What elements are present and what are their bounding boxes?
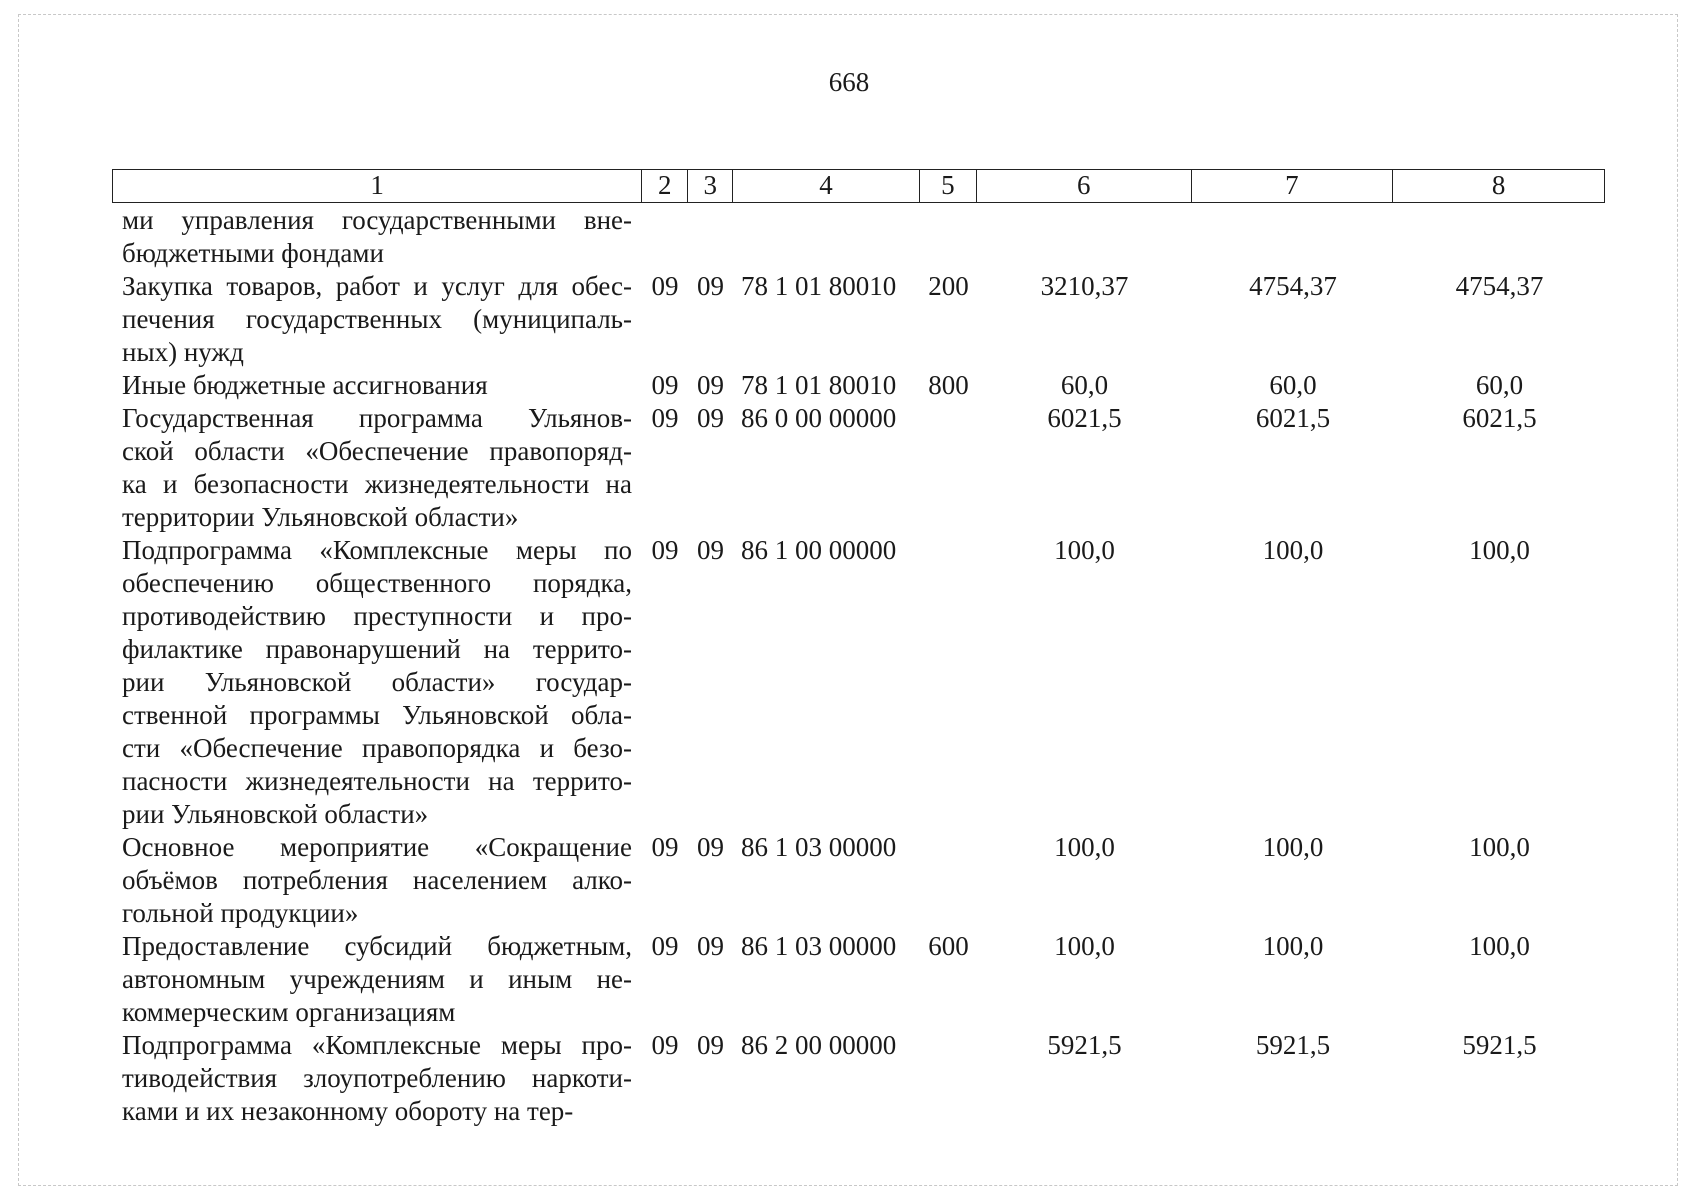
row-amount-col-7: 100,0 — [1262, 535, 1324, 565]
table-row — [112, 534, 1605, 831]
table-row — [112, 369, 1605, 402]
header-col-4: 4 — [733, 170, 920, 202]
header-col-3: 3 — [688, 170, 733, 202]
table-row — [112, 270, 1605, 369]
row-amount-col-6: 60,0 — [1060, 370, 1109, 400]
row-section: 09 — [651, 832, 679, 862]
row-name-line: Основное мероприятие «Сокращение — [122, 832, 632, 862]
row-target-code: 86 1 00 00000 — [741, 535, 897, 565]
table-row — [112, 930, 1605, 1029]
row-name-line: ка и безопасности жизнедеятельности на — [122, 469, 632, 499]
row-name-line: печения государственных (муниципаль- — [122, 304, 632, 334]
row-name-line: Государственная программа Ульянов- — [122, 403, 632, 433]
row-subsection: 09 — [697, 403, 724, 433]
row-name — [112, 402, 642, 534]
row-expense-type: 200 — [928, 271, 969, 301]
header-col-7: 7 — [1192, 170, 1394, 202]
row-expense-type: 800 — [928, 370, 969, 400]
row-expense-type: 600 — [928, 931, 969, 961]
header-col-2: 2 — [642, 170, 688, 202]
row-name — [112, 831, 642, 930]
row-amount-col-7: 100,0 — [1262, 931, 1324, 961]
row-section: 09 — [651, 403, 679, 433]
row-amount-col-7: 6021,5 — [1255, 403, 1331, 433]
row-name-line: бюджетными фондами — [122, 238, 384, 268]
row-name — [112, 204, 642, 270]
row-amount-col-6: 6021,5 — [1047, 403, 1122, 433]
row-name-line: обеспечению общественного порядка, — [122, 568, 632, 598]
table-row — [112, 204, 1605, 270]
row-name-line: сти «Обеспечение правопорядка и безо- — [122, 733, 632, 763]
row-name-line: противодействию преступности и про- — [122, 601, 632, 631]
row-name-line: ных) нужд — [122, 337, 244, 367]
row-name-line: тиводействия злоупотреблению наркоти- — [122, 1063, 632, 1093]
row-name-line: Предоставление субсидий бюджетным, — [122, 931, 632, 961]
row-section: 09 — [651, 931, 679, 961]
row-target-code: 86 0 00 00000 — [741, 403, 897, 433]
page-number: 668 — [828, 67, 870, 97]
row-subsection: 09 — [697, 832, 724, 862]
row-name-line: ской области «Обеспечение правопоряд- — [122, 436, 632, 466]
row-name-line: Иные бюджетные ассигнования — [122, 370, 488, 400]
row-name-line: пасности жизнедеятельности на террито- — [122, 766, 632, 796]
row-target-code: 78 1 01 80010 — [741, 370, 897, 400]
table-body — [112, 204, 1605, 1128]
row-name-line: объёмов потребления населением алко- — [122, 865, 632, 895]
row-name-line: рии Ульяновской области» — [122, 799, 429, 829]
row-amount-col-7: 60,0 — [1269, 370, 1317, 400]
row-amount-col-8: 4754,37 — [1455, 271, 1544, 301]
row-name — [112, 369, 642, 402]
row-section: 09 — [651, 535, 679, 565]
row-amount-col-7: 100,0 — [1262, 832, 1324, 862]
row-amount-col-6: 5921,5 — [1047, 1030, 1122, 1060]
row-name-line: Подпрограмма «Комплексные меры про- — [122, 1030, 632, 1060]
row-subsection: 09 — [697, 535, 724, 565]
row-section: 09 — [651, 1030, 679, 1060]
row-subsection: 09 — [697, 1030, 724, 1060]
table-row — [112, 1029, 1605, 1128]
row-section: 09 — [651, 271, 679, 301]
row-amount-col-6: 100,0 — [1054, 931, 1115, 961]
row-target-code: 86 1 03 00000 — [741, 832, 897, 862]
row-target-code: 86 1 03 00000 — [741, 931, 897, 961]
row-name-line: коммерческим организациям — [122, 997, 456, 1027]
row-name-line: ками и их незаконному обороту на тер- — [122, 1096, 574, 1126]
table-header — [112, 169, 1605, 203]
row-amount-col-6: 100,0 — [1054, 535, 1115, 565]
table-row — [112, 402, 1605, 534]
row-amount-col-8: 100,0 — [1469, 535, 1530, 565]
header-col-5: 5 — [920, 170, 977, 202]
row-name — [112, 270, 642, 369]
row-target-code: 78 1 01 80010 — [741, 271, 897, 301]
row-subsection: 09 — [697, 370, 724, 400]
row-name — [112, 1029, 642, 1128]
row-amount-col-8: 100,0 — [1469, 832, 1530, 862]
header-col-1: 1 — [113, 170, 642, 202]
row-name-line: Подпрограмма «Комплексные меры по — [122, 535, 632, 565]
row-amount-col-8: 6021,5 — [1462, 403, 1537, 433]
row-amount-col-6: 100,0 — [1054, 832, 1115, 862]
row-name-line: Закупка товаров, работ и услуг для обес- — [122, 271, 632, 301]
row-subsection: 09 — [697, 271, 724, 301]
table-row — [112, 831, 1605, 930]
header-col-8: 8 — [1491, 170, 1506, 200]
row-name — [112, 930, 642, 1029]
row-amount-col-8: 5921,5 — [1462, 1030, 1537, 1060]
row-name-line: гольной продукции» — [122, 898, 359, 928]
row-name-line: филактике правонарушений на террито- — [122, 634, 632, 664]
row-amount-col-6: 3210,37 — [1040, 271, 1129, 301]
row-amount-col-7: 5921,5 — [1255, 1030, 1331, 1060]
row-amount-col-8: 100,0 — [1469, 931, 1530, 961]
row-name-line: ственной программы Ульяновской обла- — [122, 700, 632, 730]
row-target-code: 86 2 00 00000 — [741, 1030, 897, 1060]
row-name-line: рии Ульяновской области» государ- — [122, 667, 632, 697]
row-section: 09 — [651, 370, 679, 400]
row-subsection: 09 — [697, 931, 724, 961]
row-amount-col-8: 60,0 — [1475, 370, 1524, 400]
row-name-line: территории Ульяновской области» — [122, 502, 519, 532]
row-name-line: автономным учреждениям и иным не- — [122, 964, 632, 994]
row-amount-col-7: 4754,37 — [1249, 271, 1337, 301]
row-name — [112, 534, 642, 831]
row-name-line: ми управления государственными вне- — [122, 205, 632, 235]
header-col-6: 6 — [977, 170, 1192, 202]
